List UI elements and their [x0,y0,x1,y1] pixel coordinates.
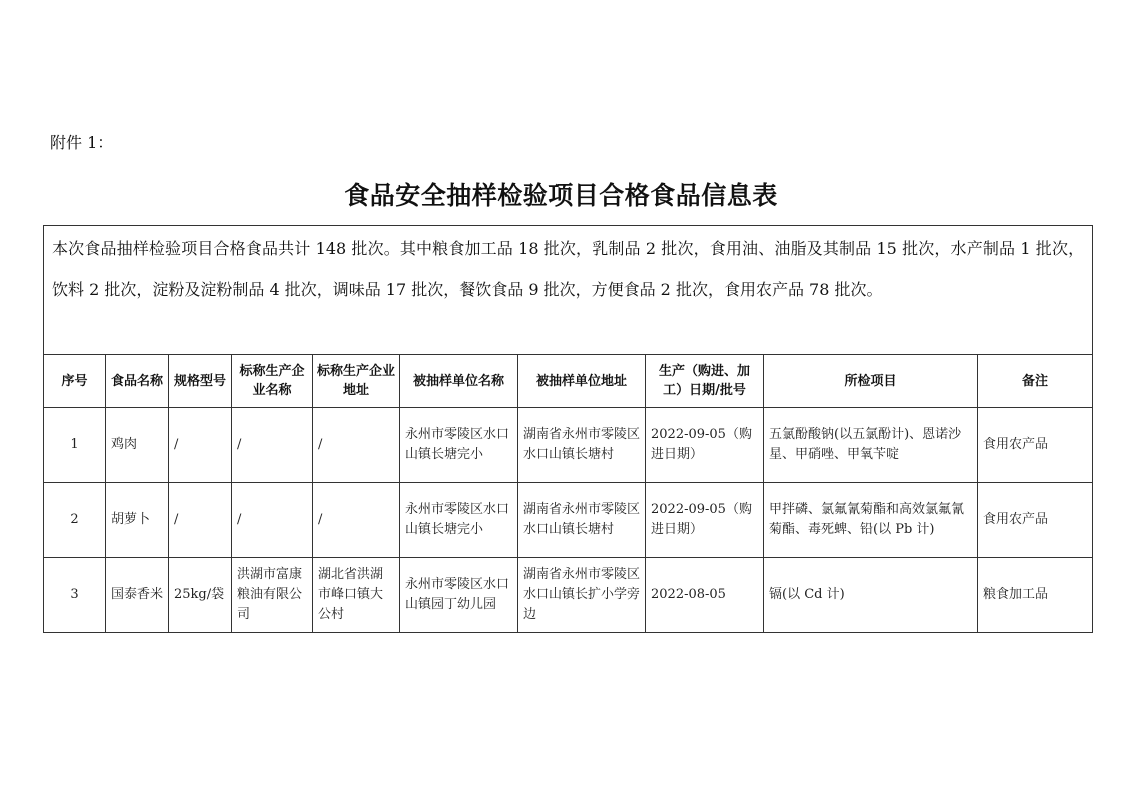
header-sampled-unit-name: 被抽样单位名称 [400,355,518,408]
cell-producer-name: / [232,408,313,483]
cell-sampled-unit-address: 湖南省永州市零陵区水口山镇长塘村 [518,483,646,558]
food-info-table [43,225,1093,633]
header-food-name: 食品名称 [106,355,169,408]
cell-test-items: 镉(以 Cd 计) [764,558,978,633]
cell-producer-name: 洪湖市富康粮油有限公司 [232,558,313,633]
cell-sampled-unit-name: 永州市零陵区水口山镇长塘完小 [400,483,518,558]
attachment-label: 附件 1： [50,133,114,152]
table-row [44,483,1093,558]
table-header-row [44,355,1093,408]
cell-date-batch: 2022-09-05（购进日期） [646,408,764,483]
table-row [44,558,1093,633]
cell-sampled-unit-address: 湖南省永州市零陵区水口山镇长扩小学旁边 [518,558,646,633]
cell-spec: / [169,483,232,558]
header-producer-address: 标称生产企业地址 [313,355,400,408]
page-title: 食品安全抽样检验项目合格食品信息表 [344,181,778,210]
cell-producer-name: / [232,483,313,558]
cell-sampled-unit-name: 永州市零陵区水口山镇园丁幼儿园 [400,558,518,633]
header-sampled-unit-address: 被抽样单位地址 [518,355,646,408]
cell-food-name: 鸡肉 [106,408,169,483]
cell-remarks: 粮食加工品 [978,558,1093,633]
cell-test-items: 甲拌磷、氯氟氰菊酯和高效氯氟氰菊酯、毒死蜱、铅(以 Pb 计) [764,483,978,558]
header-test-items: 所检项目 [764,355,978,408]
cell-spec: 25kg/袋 [169,558,232,633]
summary-text: 本次食品抽样检验项目合格食品共计 148 批次。其中粮食加工品 18 批次，乳制品 2 批次，食用油、油脂及其制品 15 批次，水产制品 1 批次，饮料 2 批次，淀粉及淀粉制品 4 批次，调味品 17 批次，餐饮食品 9 批次，方便食品 2 批次，食用农产品 78 批次。 [44,226,1093,355]
cell-sampled-unit-address: 湖南省永州市零陵区水口山镇长塘村 [518,408,646,483]
cell-date-batch: 2022-08-05 [646,558,764,633]
cell-serial: 1 [44,408,106,483]
cell-producer-address: / [313,408,400,483]
cell-food-name: 胡萝卜 [106,483,169,558]
cell-sampled-unit-name: 永州市零陵区水口山镇长塘完小 [400,408,518,483]
header-spec: 规格型号 [169,355,232,408]
cell-spec: / [169,408,232,483]
cell-date-batch: 2022-09-05（购进日期） [646,483,764,558]
cell-test-items: 五氯酚酸钠(以五氯酚计)、恩诺沙星、甲硝唑、甲氧苄啶 [764,408,978,483]
table-row [44,408,1093,483]
cell-remarks: 食用农产品 [978,483,1093,558]
cell-food-name: 国泰香米 [106,558,169,633]
cell-producer-address: 湖北省洪湖市峰口镇大公村 [313,558,400,633]
cell-producer-address: / [313,483,400,558]
cell-serial: 3 [44,558,106,633]
header-producer-name: 标称生产企业名称 [232,355,313,408]
header-serial: 序号 [44,355,106,408]
header-remarks: 备注 [978,355,1093,408]
cell-serial: 2 [44,483,106,558]
cell-remarks: 食用农产品 [978,408,1093,483]
header-date-batch: 生产（购进、加工）日期/批号 [646,355,764,408]
